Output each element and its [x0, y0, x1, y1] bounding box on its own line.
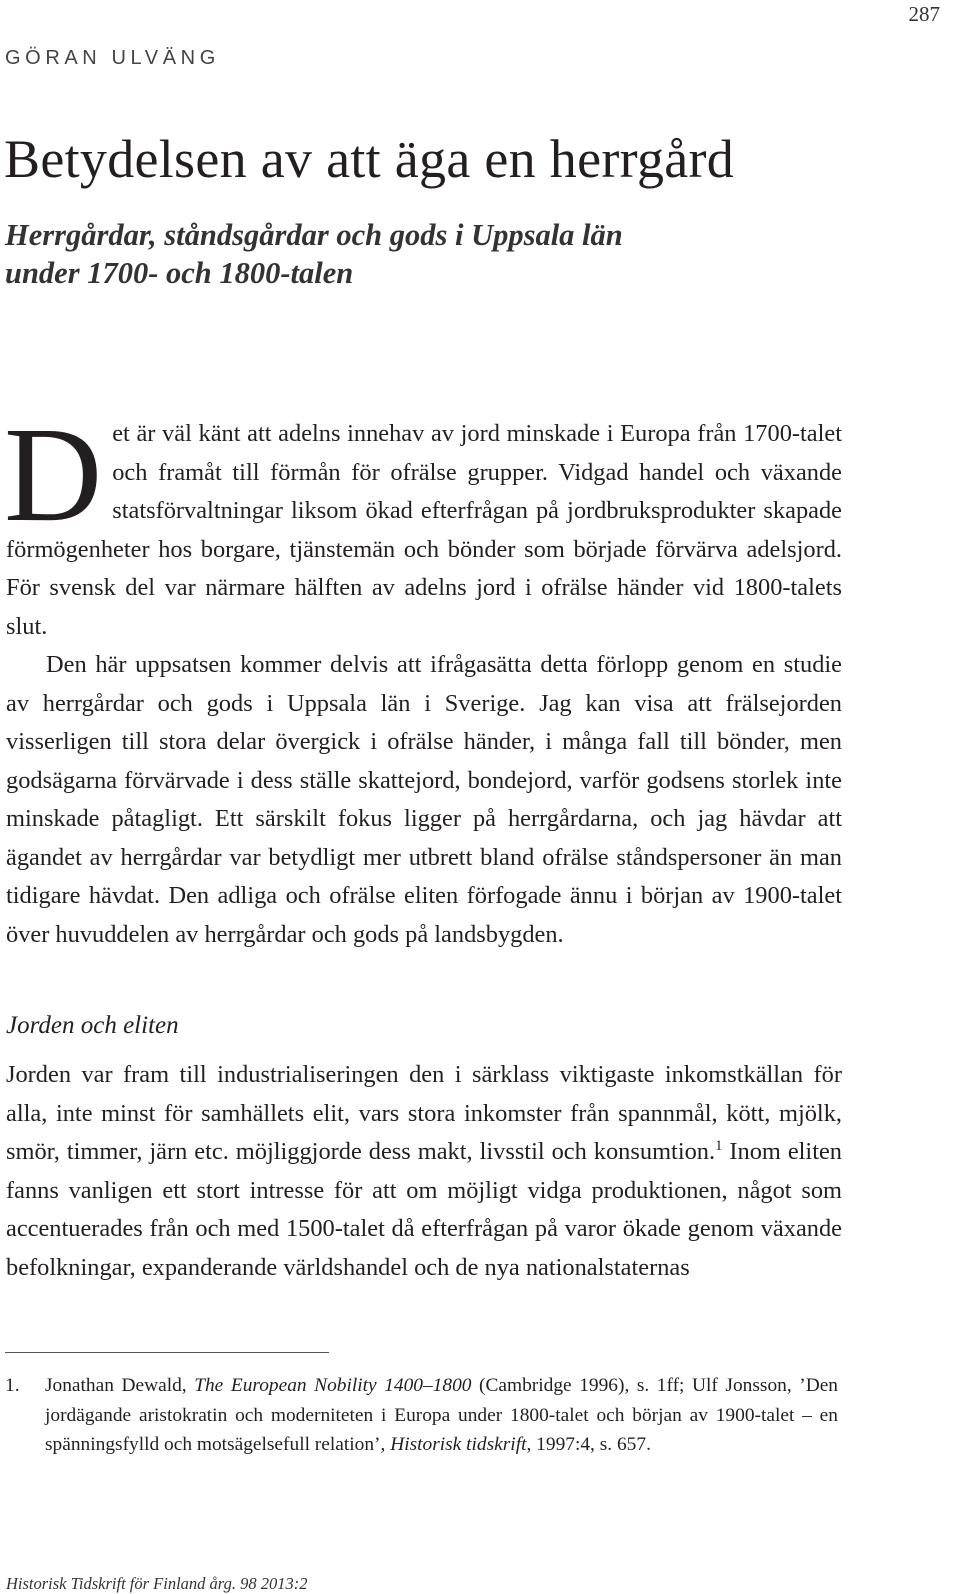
intro-paragraph-1	[4, 400, 842, 646]
footnote	[5, 1371, 838, 1460]
drop-cap: D	[4, 400, 103, 550]
section-heading: Jorden och eliten	[6, 1012, 179, 1039]
subtitle-line-2: under 1700- och 1800-talen	[5, 256, 354, 290]
author-name: GÖRAN ULVÄNG	[5, 47, 220, 69]
section-paragraph-1-text-a: Jorden var fram till industrialiseringen den i särklass viktigaste inkomstkällan för alla, inte minst för samhällets elit, vars stora inkomster från spannmål, kött, mjölk, smör, timmer, järn etc. möjliggjorde dess makt, livsstil och konsumtion.	[6, 1061, 842, 1165]
footnote-text	[45, 1371, 838, 1460]
journal-footer: Historisk Tidskrift för Finland årg. 98 2013:2	[6, 1574, 308, 1593]
footnote-text-c: , 1997:4, s. 657.	[526, 1434, 651, 1455]
intro-paragraph-1-text: et är väl känt att adelns innehav av jord minskade i Europa från 1700-talet och framåt till förmån för ofrälse grupper. Vidgad handel och växande statsförvaltningar liksom ökad efterfrågan på jordbruksprodukter skapade förmögenheter hos borgare, tjänstemän och bönder som började förvärva adelsjord. För svensk del var närmare hälften av adelns jord i ofrälse händer vid 1800-talets slut.	[6, 420, 842, 640]
footnote-book-title: The European Nobility 1400–1800	[194, 1375, 472, 1396]
footnote-text-a: Jonathan Dewald,	[45, 1375, 195, 1396]
article-title: Betydelsen av att äga en herrgård	[4, 129, 735, 189]
intro-paragraph-2: Den här uppsatsen kommer delvis att ifrågasätta detta förlopp genom en studie av herrgårdar och gods i Uppsala län i Sverige. Jag kan visa att frälsejorden visserligen till stora delar övergick i ofrälse händer, i många fall till bönder, men godsägarna förvärvade i dess ställe skattejord, bondejord, varför godsens storlek inte minskade påtagligt. Ett särskilt fokus ligger på herrgårdarna, och jag hävdar att ägandet av herrgårdar var betydligt mer utbrett bland ofrälse ståndspersoner än man tidigare hävdat. Den adliga och ofrälse eliten förfogade ännu i början av 1900-talet över huvuddelen av herrgårdar och gods på landsbygden.	[6, 651, 842, 948]
article-subtitle	[5, 216, 623, 292]
section-paragraph-1	[6, 1056, 842, 1287]
footnote-reference: 1	[715, 1137, 723, 1154]
footnote-text-b: (Cambridge 1996), s. 1ff; Ulf Jonsson, ’Den jordägande aristokratin och moderniteten i Europa under 1800-talet och början av 1900-talet – en spänningsfylld och motsägelsefull relation’,	[45, 1375, 838, 1455]
footnote-number: 1.	[5, 1375, 20, 1396]
subtitle-line-1: Herrgårdar, ståndsgårdar och gods i Uppsala län	[5, 218, 623, 252]
page-number: 287	[908, 2, 940, 26]
section-body	[6, 1056, 842, 1287]
intro-section	[4, 400, 842, 954]
footnote-separator	[5, 1352, 329, 1353]
footnote-journal-title: Historisk tidskrift	[390, 1434, 527, 1455]
section-paragraph-1-text-b: Inom eliten fanns vanligen ett stort intresse för att om möjligt vidga produktionen, något som accentuerades från och med 1500-talet då efterfrågan på varor ökade genom växande befolkningar, expanderande världshandel och de nya nationalstaternas	[6, 1138, 843, 1281]
